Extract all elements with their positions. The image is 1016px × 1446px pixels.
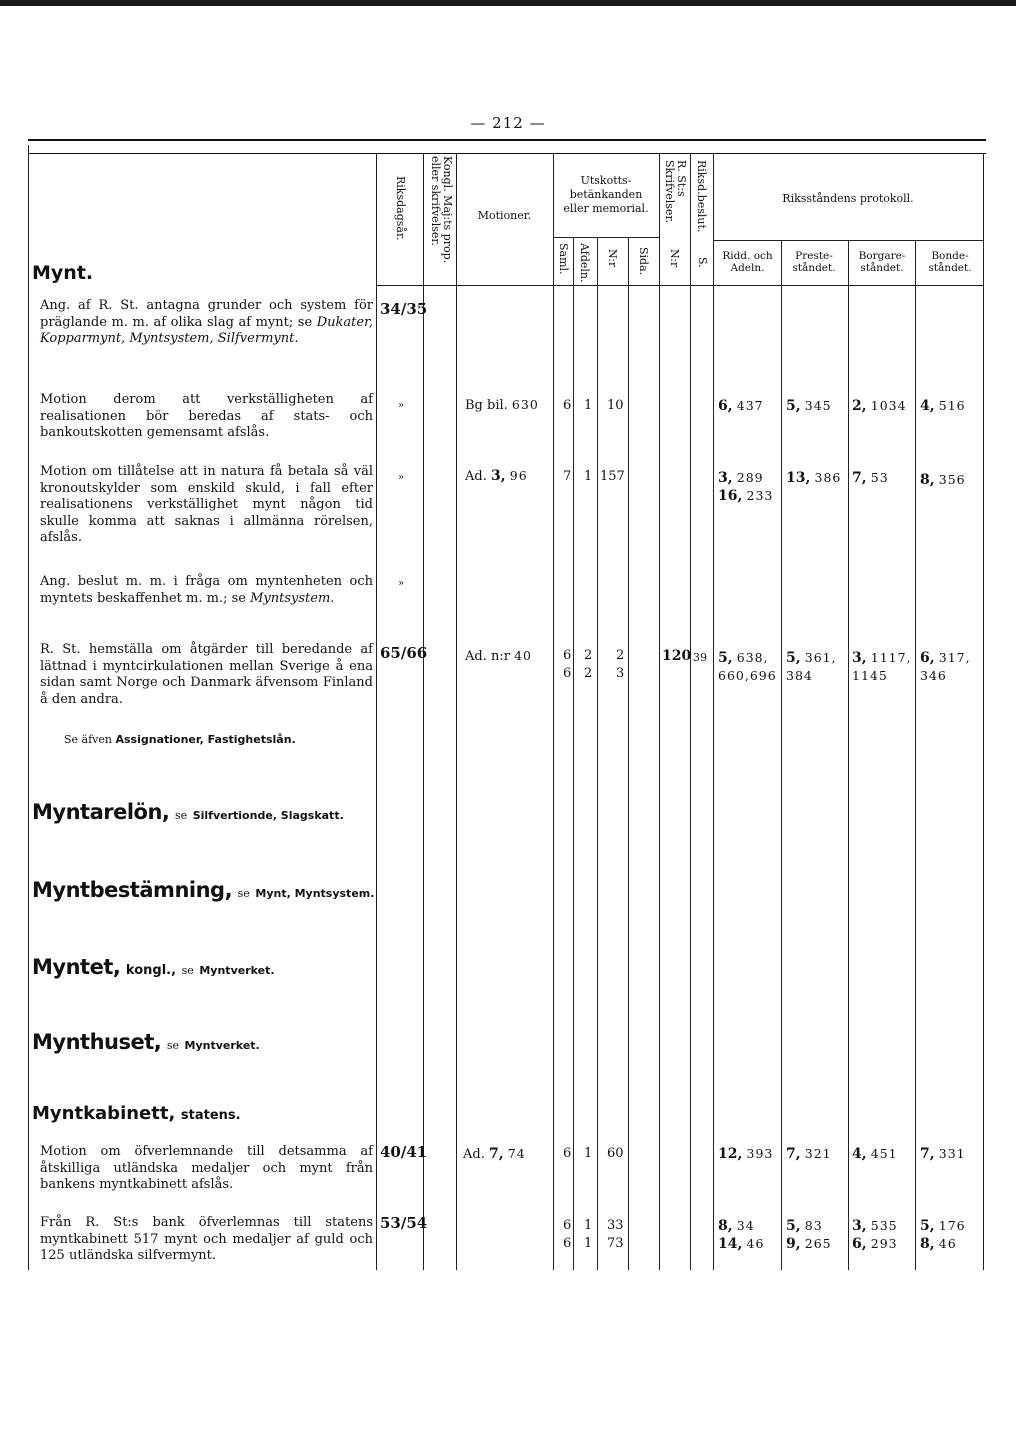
ridd-ref: 3, 289 xyxy=(718,470,764,486)
borg-ref: 7, 53 xyxy=(852,470,889,486)
col-riksdagsar: Riksdagsår. xyxy=(394,176,407,241)
afd-value: 1 xyxy=(584,1218,593,1233)
col-line xyxy=(915,240,916,1270)
year-ditto: » xyxy=(398,578,405,589)
scan-top-edge xyxy=(0,0,1016,6)
preste-ref: 7, 321 xyxy=(786,1146,832,1162)
borg-ref: 2, 1034 xyxy=(852,398,907,414)
col-line xyxy=(573,238,574,1270)
nr-value: 3 xyxy=(616,666,625,681)
rst-nr-value: 120 xyxy=(662,648,692,664)
heading-myntet: Myntet, kongl., se Myntverket. xyxy=(32,955,275,979)
preste-ref-2: 9, 265 xyxy=(786,1236,832,1252)
col-rst-nr: N:r xyxy=(668,249,681,268)
heading-mynt: Mynt. xyxy=(32,262,94,284)
entry-realisation: Motion derom att verkställigheten af realisationen bör beredas af stats- och bankoutskotten gemensamt afslås. xyxy=(40,392,373,441)
col-kongl: Kongl. Maj:ts prop. eller skrifvelser. xyxy=(429,156,454,264)
col-line xyxy=(659,153,660,1270)
year: 65/66 xyxy=(380,644,428,662)
col-line xyxy=(690,153,691,1270)
top-rule xyxy=(28,139,986,141)
heading-myntbestamning: Myntbestämning, se Mynt, Myntsystem. xyxy=(32,878,375,902)
col-line xyxy=(456,153,457,1270)
ridd-ref-2: 16, 233 xyxy=(718,488,774,504)
col-line xyxy=(423,153,424,1270)
ridd-ref: 8, 34 xyxy=(718,1218,755,1234)
nr-value: 157 xyxy=(600,469,625,484)
afd-value: 1 xyxy=(584,1236,593,1251)
ridd-ref: 6, 437 xyxy=(718,398,764,414)
heading-myntarelon: Myntarelön, se Silfvertionde, Slagskatt. xyxy=(32,800,344,824)
col-motioner: Motioner. xyxy=(477,209,532,222)
col-line-left xyxy=(28,145,29,1270)
saml-value: 6 xyxy=(563,648,572,663)
ridd-ref-2: 660,696 xyxy=(718,668,777,683)
col-saml: Saml. xyxy=(557,243,570,275)
nr-value: 60 xyxy=(607,1146,624,1161)
col-line xyxy=(848,240,849,1270)
col-sida: Sida. xyxy=(637,247,650,276)
bonde-ref: 5, 176 xyxy=(920,1218,966,1234)
saml-value: 7 xyxy=(563,469,572,484)
preste-ref: 5, 345 xyxy=(786,398,832,414)
col-line xyxy=(781,240,782,1270)
motion-ref: Ad. 7, 74 xyxy=(463,1146,526,1162)
entry-myntcirkulation: R. St. hemställa om åtgärder till beredande af lättnad i myntcirkulationen mellan Sverige å ena sidan samt Norge och Danmark äfvensom Finland å den andra. xyxy=(40,642,373,707)
borg-ref: 3, 1117, xyxy=(852,650,912,666)
page-number: — 212 — xyxy=(470,114,546,132)
motion-ref: Bg bil. 630 xyxy=(465,397,539,413)
bonde-ref: 6, 317, xyxy=(920,650,971,666)
top-rule-thin xyxy=(28,153,986,154)
col-bonde: Bonde-ståndet. xyxy=(928,250,972,274)
col-afdeln: Afdeln. xyxy=(578,243,591,283)
col-line xyxy=(553,153,554,1270)
borg-ref-2: 1145 xyxy=(852,668,888,683)
col-riksd-beslut: Riksd.beslut. xyxy=(695,160,708,233)
col-rst-skrifvelser: R. St:s Skrifvelser. xyxy=(663,160,688,223)
borg-ref: 3, 535 xyxy=(852,1218,898,1234)
nr-value: 10 xyxy=(607,398,624,413)
header-bottom-rule xyxy=(376,285,983,286)
nr-value: 73 xyxy=(607,1236,624,1251)
ridd-ref-2: 14, 46 xyxy=(718,1236,765,1252)
col-borgare: Borgare-ståndet. xyxy=(858,250,906,274)
heading-mynthuset: Mynthuset, se Myntverket. xyxy=(32,1030,260,1054)
heading-myntkabinett: Myntkabinett, statens. xyxy=(32,1103,241,1124)
motion-ref: Ad. 3, 96 xyxy=(465,468,528,484)
year: 34/35 xyxy=(380,300,428,318)
bonde-ref: 8, 356 xyxy=(920,472,966,488)
see-also: Se äfven Assignationer, Fastighetslån. xyxy=(64,733,296,746)
year-ditto: » xyxy=(398,472,405,483)
nr-value: 33 xyxy=(607,1218,624,1233)
afd-value: 1 xyxy=(584,469,593,484)
year: 53/54 xyxy=(380,1214,428,1232)
utskott-subrule xyxy=(553,237,659,238)
afd-value: 2 xyxy=(584,666,593,681)
year: 40/41 xyxy=(380,1143,428,1161)
ridd-ref: 12, 393 xyxy=(718,1146,774,1162)
saml-value: 6 xyxy=(563,1218,572,1233)
borg-ref: 4, 451 xyxy=(852,1146,898,1162)
preste-ref-2: 384 xyxy=(786,668,813,683)
entry-kabinett-motion: Motion om öfverlemnande till detsamma af åtskilliga utländska medaljer och mynt från bankens myntkabinett afslås. xyxy=(40,1144,373,1193)
col-protokoll: Riksståndens protokoll. xyxy=(782,192,914,205)
afd-value: 2 xyxy=(584,648,593,663)
preste-ref: 13, 386 xyxy=(786,470,842,486)
col-line xyxy=(713,153,714,1270)
saml-value: 6 xyxy=(563,1236,572,1251)
protokoll-subrule xyxy=(713,240,983,241)
motion-ref: Ad. n:r 40 xyxy=(465,648,532,664)
year-ditto: » xyxy=(398,400,405,411)
bonde-ref-2: 346 xyxy=(920,668,947,683)
col-utskotts: Utskotts-betänkanden eller memorial. xyxy=(563,174,649,215)
borg-ref-2: 6, 293 xyxy=(852,1236,898,1252)
col-nr: N:r xyxy=(606,249,619,268)
entry-grunder: Ang. af R. St. antagna grunder och system för präglande m. m. af olika slag af mynt; se Dukater, Kopparmynt, Myntsystem, Silfvermynt. xyxy=(40,298,373,347)
preste-ref: 5, 361, xyxy=(786,650,837,666)
entry-natura: Motion om tillåtelse att in natura få betala så väl kronoutskylder som enskild skuld, i fall efter realisationens verkställighet mynt någon tid skulle komma att saknas i allmänna rörelsen, afslås. xyxy=(40,464,373,546)
col-preste: Preste-ståndet. xyxy=(792,250,836,274)
col-line xyxy=(376,153,377,1270)
col-line xyxy=(597,238,598,1270)
afd-value: 1 xyxy=(584,398,593,413)
col-line xyxy=(628,238,629,1270)
ridd-ref: 5, 638, xyxy=(718,650,769,666)
bonde-ref: 7, 331 xyxy=(920,1146,966,1162)
saml-value: 6 xyxy=(563,1146,572,1161)
preste-ref: 5, 83 xyxy=(786,1218,823,1234)
s-value: 39 xyxy=(693,651,707,664)
col-line-right xyxy=(983,153,984,1270)
nr-value: 2 xyxy=(616,648,625,663)
entry-myntenheten: Ang. beslut m. m. i fråga om myntenheten och myntets beskaffenhet m. m.; se Myntsystem. xyxy=(40,574,373,606)
bonde-ref-2: 8, 46 xyxy=(920,1236,957,1252)
afd-value: 1 xyxy=(584,1146,593,1161)
saml-value: 6 xyxy=(563,666,572,681)
entry-kabinett-bank: Från R. St:s bank öfverlemnas till statens myntkabinett 517 mynt och medaljer af guld och 125 utländska silfvermynt. xyxy=(40,1215,373,1264)
saml-value: 6 xyxy=(563,398,572,413)
bonde-ref: 4, 516 xyxy=(920,398,966,414)
col-s: S. xyxy=(696,257,709,268)
col-ridd: Ridd. och Adeln. xyxy=(722,250,773,274)
